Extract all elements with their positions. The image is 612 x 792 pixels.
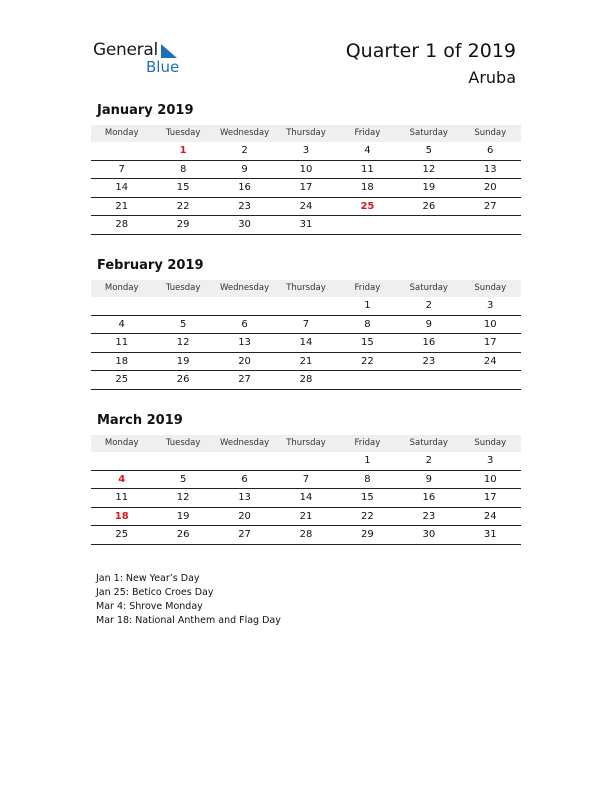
week-row bbox=[91, 316, 521, 335]
day-cell bbox=[337, 371, 398, 389]
day-cell: 27 bbox=[483, 200, 497, 212]
day-cell: 27 bbox=[238, 529, 251, 540]
day-cell: 15 bbox=[361, 492, 374, 503]
day-cell: 1 bbox=[364, 455, 371, 466]
logo-triangle-icon bbox=[159, 43, 179, 59]
day-cell: 31 bbox=[299, 219, 313, 230]
day-cell bbox=[214, 297, 275, 315]
month-january bbox=[91, 103, 521, 235]
day-cell: 9 bbox=[241, 163, 248, 175]
day-cell: 21 bbox=[299, 355, 313, 367]
day-cell: 2 bbox=[425, 300, 432, 311]
holiday-note: Mar 18: National Anthem and Flag Day bbox=[96, 615, 281, 626]
holiday-note: Jan 25: Betico Croes Day bbox=[96, 587, 214, 598]
month-march bbox=[91, 413, 521, 545]
day-cell: 11 bbox=[361, 163, 374, 175]
day-cell: 7 bbox=[302, 318, 310, 330]
day-cell: 19 bbox=[176, 355, 190, 367]
holiday-note: Mar 4: Shrove Monday bbox=[96, 601, 203, 612]
day-cell: 21 bbox=[115, 200, 129, 212]
day-cell: 12 bbox=[422, 163, 436, 175]
day-cell: 3 bbox=[487, 300, 494, 311]
day-cell: 2 bbox=[425, 455, 432, 466]
week-row bbox=[91, 161, 521, 180]
day-cell: 30 bbox=[238, 219, 251, 230]
weekday-label: Sunday bbox=[474, 283, 507, 293]
day-cell: 19 bbox=[422, 182, 436, 193]
weekday-label: Wednesday bbox=[219, 128, 270, 138]
day-cell: 14 bbox=[299, 492, 313, 503]
day-cell bbox=[152, 452, 213, 470]
week-row bbox=[91, 489, 521, 508]
month-february bbox=[91, 258, 521, 390]
holiday-notes bbox=[96, 572, 281, 628]
week-row bbox=[91, 471, 521, 490]
weekday-label: Saturday bbox=[409, 438, 448, 448]
day-cell: 10 bbox=[483, 318, 497, 330]
day-cell bbox=[460, 216, 521, 234]
day-cell: 8 bbox=[364, 473, 371, 485]
day-cell: 10 bbox=[483, 473, 497, 485]
day-cell: 6 bbox=[241, 473, 248, 485]
weekday-label: Sunday bbox=[474, 128, 507, 138]
holiday-day-cell: 18 bbox=[114, 510, 129, 522]
day-cell: 31 bbox=[483, 529, 497, 540]
day-cell: 28 bbox=[115, 219, 129, 230]
day-cell: 24 bbox=[483, 510, 497, 522]
weekday-label: Tuesday bbox=[165, 128, 201, 138]
day-cell: 3 bbox=[302, 145, 310, 156]
page-subtitle: Aruba bbox=[468, 68, 516, 87]
day-cell: 24 bbox=[483, 355, 497, 367]
day-cell: 23 bbox=[238, 200, 251, 212]
day-cell: 6 bbox=[241, 318, 248, 330]
day-cell: 16 bbox=[238, 182, 251, 193]
weekday-label: Monday bbox=[104, 283, 139, 293]
day-cell bbox=[91, 452, 152, 470]
day-cell: 8 bbox=[364, 318, 371, 330]
day-cell: 22 bbox=[361, 355, 374, 367]
day-cell: 20 bbox=[238, 510, 251, 522]
weekday-label: Friday bbox=[354, 438, 381, 448]
month-title: January 2019 bbox=[97, 103, 194, 118]
day-cell bbox=[275, 297, 336, 315]
day-cell: 23 bbox=[422, 510, 436, 522]
holiday-day-cell: 25 bbox=[360, 200, 375, 212]
day-cell bbox=[275, 452, 336, 470]
day-cell: 9 bbox=[425, 473, 432, 485]
day-cell bbox=[337, 216, 398, 234]
week-row bbox=[91, 526, 521, 545]
month-title: February 2019 bbox=[97, 258, 204, 273]
day-cell: 14 bbox=[299, 337, 313, 348]
day-cell: 9 bbox=[425, 318, 432, 330]
weekday-label: Wednesday bbox=[219, 283, 270, 293]
week-row bbox=[91, 142, 521, 161]
day-cell bbox=[152, 297, 213, 315]
day-cell: 1 bbox=[364, 300, 371, 311]
day-cell: 13 bbox=[483, 163, 497, 175]
weekday-label: Tuesday bbox=[165, 283, 201, 293]
logo-word-blue: Blue bbox=[146, 58, 180, 76]
day-cell: 4 bbox=[118, 318, 125, 330]
week-row bbox=[91, 179, 521, 198]
calendar-grid bbox=[91, 280, 521, 390]
page-title: Quarter 1 of 2019 bbox=[345, 40, 516, 62]
day-cell: 16 bbox=[422, 492, 436, 503]
weekday-label: Thursday bbox=[286, 128, 326, 138]
day-cell bbox=[398, 371, 459, 389]
weekday-label: Wednesday bbox=[219, 438, 270, 448]
day-cell: 26 bbox=[422, 200, 436, 212]
weekday-header-row bbox=[91, 435, 521, 452]
day-cell: 29 bbox=[361, 529, 374, 540]
calendar-grid bbox=[91, 125, 521, 235]
day-cell: 16 bbox=[422, 337, 436, 348]
day-cell: 7 bbox=[302, 473, 310, 485]
weekday-label: Monday bbox=[104, 438, 139, 448]
holiday-day-cell: 1 bbox=[179, 145, 187, 156]
day-cell: 8 bbox=[179, 163, 187, 175]
day-cell bbox=[91, 142, 152, 160]
logo-word-general: General bbox=[93, 40, 158, 60]
weekday-label: Friday bbox=[354, 283, 381, 293]
day-cell: 30 bbox=[422, 529, 436, 540]
holiday-note: Jan 1: New Year’s Day bbox=[96, 573, 200, 584]
day-cell: 26 bbox=[176, 529, 190, 540]
day-cell: 28 bbox=[299, 529, 313, 540]
day-cell bbox=[91, 297, 152, 315]
day-cell: 5 bbox=[179, 473, 187, 485]
day-cell: 15 bbox=[361, 337, 374, 348]
day-cell: 12 bbox=[176, 492, 190, 503]
day-cell: 21 bbox=[299, 510, 313, 522]
day-cell: 25 bbox=[115, 374, 129, 385]
week-row bbox=[91, 198, 521, 217]
week-row bbox=[91, 297, 521, 316]
day-cell: 5 bbox=[425, 145, 432, 156]
day-cell bbox=[460, 371, 521, 389]
logo bbox=[93, 40, 193, 80]
day-cell: 17 bbox=[299, 182, 313, 193]
day-cell: 24 bbox=[299, 200, 313, 212]
day-cell: 18 bbox=[361, 182, 374, 193]
day-cell: 18 bbox=[115, 355, 129, 367]
day-cell: 11 bbox=[115, 492, 129, 503]
weekday-label: Friday bbox=[354, 128, 381, 138]
weekday-label: Tuesday bbox=[165, 438, 201, 448]
day-cell: 6 bbox=[487, 145, 494, 156]
weekday-label: Monday bbox=[104, 128, 139, 138]
day-cell: 26 bbox=[176, 374, 190, 385]
calendar-grid bbox=[91, 435, 521, 545]
day-cell: 22 bbox=[176, 200, 190, 212]
day-cell: 11 bbox=[115, 337, 129, 348]
day-cell: 20 bbox=[238, 355, 251, 367]
week-row bbox=[91, 353, 521, 372]
week-row bbox=[91, 334, 521, 353]
day-cell: 2 bbox=[241, 145, 248, 156]
weekday-label: Sunday bbox=[474, 438, 507, 448]
weekday-label: Saturday bbox=[409, 128, 448, 138]
day-cell: 22 bbox=[361, 510, 374, 522]
day-cell: 13 bbox=[238, 492, 251, 503]
weekday-header-row bbox=[91, 125, 521, 142]
week-row bbox=[91, 508, 521, 527]
weekday-header-row bbox=[91, 280, 521, 297]
day-cell bbox=[214, 452, 275, 470]
day-cell: 29 bbox=[176, 219, 190, 230]
day-cell: 3 bbox=[487, 455, 494, 466]
day-cell: 13 bbox=[238, 337, 251, 348]
day-cell bbox=[398, 216, 459, 234]
day-cell: 7 bbox=[118, 163, 125, 175]
weekday-label: Thursday bbox=[286, 438, 326, 448]
day-cell: 20 bbox=[483, 182, 497, 193]
weekday-label: Thursday bbox=[286, 283, 326, 293]
day-cell: 25 bbox=[115, 529, 129, 540]
day-cell: 17 bbox=[483, 492, 497, 503]
day-cell: 14 bbox=[115, 182, 129, 193]
holiday-day-cell: 4 bbox=[118, 473, 126, 485]
week-row bbox=[91, 452, 521, 471]
day-cell: 28 bbox=[299, 374, 313, 385]
day-cell: 23 bbox=[422, 355, 436, 367]
day-cell: 12 bbox=[176, 337, 190, 348]
day-cell: 15 bbox=[176, 182, 190, 193]
weekday-label: Saturday bbox=[409, 283, 448, 293]
week-row bbox=[91, 216, 521, 235]
day-cell: 4 bbox=[364, 145, 371, 156]
day-cell: 5 bbox=[179, 318, 187, 330]
week-row bbox=[91, 371, 521, 390]
day-cell: 19 bbox=[176, 510, 190, 522]
day-cell: 10 bbox=[299, 163, 313, 175]
month-title: March 2019 bbox=[97, 413, 183, 428]
day-cell: 17 bbox=[483, 337, 497, 348]
day-cell: 27 bbox=[238, 374, 251, 385]
